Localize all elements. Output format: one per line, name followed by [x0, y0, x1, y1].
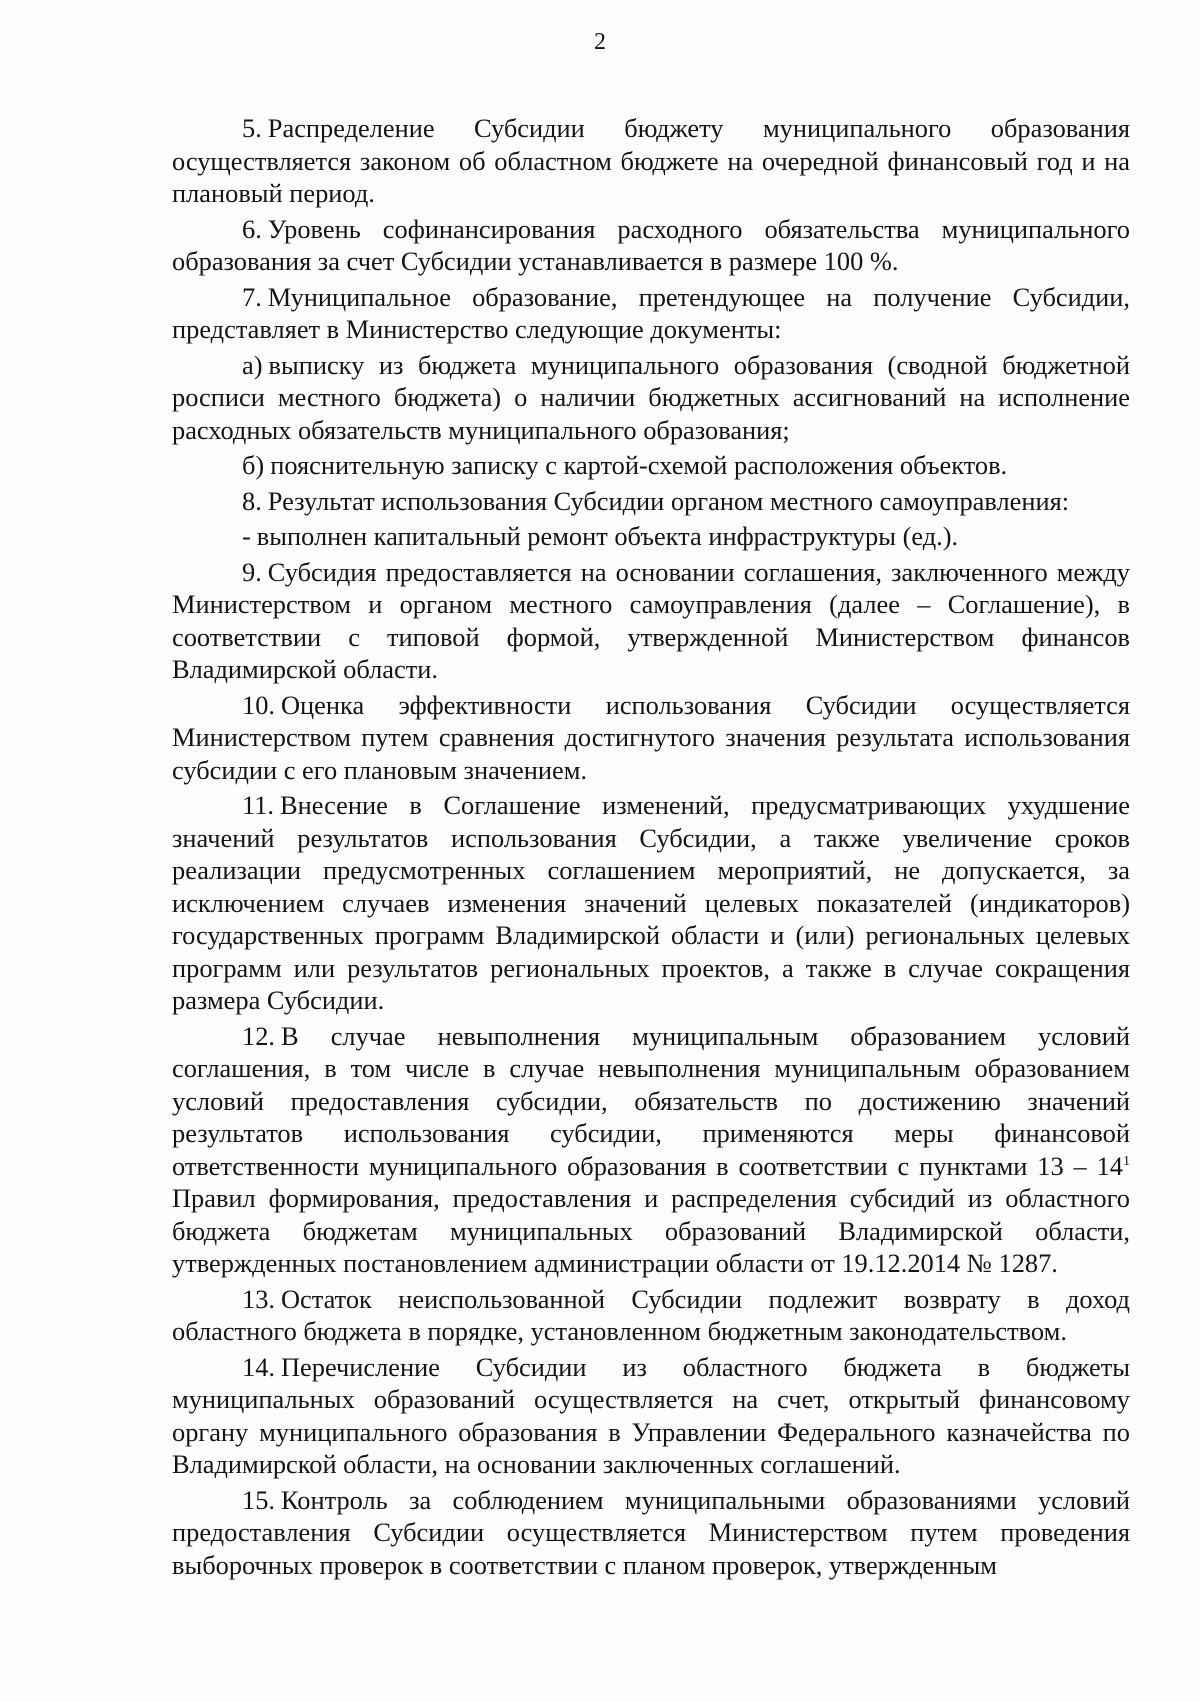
superscript: 1 — [1123, 1153, 1130, 1169]
paragraph-text: выписку из бюджета муниципального образования (сводной бюджетной росписи местного бюджета) о наличии бюджетных ассигнований на исполнение расходных обязательств муниципального образования; — [172, 349, 1130, 445]
paragraph-number: 8. — [242, 485, 262, 516]
paragraph-number: 15. — [242, 1484, 275, 1515]
paragraph-text: Распределение Субсидии бюджету муниципального образования осуществляется законом об областном бюджете на очередной финансовый год и на плановый период. — [172, 113, 1130, 208]
paragraph-11 — [172, 789, 1130, 1017]
paragraph-14 — [172, 1351, 1130, 1481]
subitem-letter: а) — [242, 349, 263, 380]
paragraph-text-continued: Правил формирования, предоставления и распределения субсидий из областного бюджета бюджетам муниципальных образований Владимирской области, утвержденных постановлением администрации области от 19.12.2014 № 1287. — [172, 1183, 1130, 1278]
paragraph-6 — [172, 213, 1130, 278]
paragraph-10 — [172, 689, 1130, 787]
paragraph-text: Оценка эффективности использования Субсидии осуществляется Министерством путем сравнения достигнутого значения результата использования субсидии с его плановым значением. — [172, 689, 1130, 785]
paragraph-text: Результат использования Субсидии органом местного самоуправления: — [267, 485, 1070, 516]
paragraph-15 — [172, 1484, 1130, 1582]
paragraph-text: пояснительную записку с картой-схемой расположения объектов. — [270, 450, 1008, 480]
paragraph-9 — [172, 556, 1130, 686]
paragraph-7 — [172, 281, 1130, 346]
paragraph-text: Перечисление Субсидии из областного бюджета в бюджеты муниципальных образований осуществляется на счет, открытый финансовому органу муниципального образования в Управлении Федерального казначейства по Владимирской области, на основании заключенных соглашений. — [172, 1351, 1130, 1479]
paragraph-number: 5. — [242, 113, 262, 143]
subitem-letter: б) — [242, 450, 265, 480]
paragraph-8 — [172, 485, 1130, 518]
paragraph-text: Внесение в Соглашение изменений, предусматривающих ухудшение значений результатов использования Субсидии, а также увеличение сроков реализации предусмотренных соглашением мероприятий, не допускается, за исключением случаев изменения значений целевых показателей (индикаторов) государственных программ Владимирской области и (или) региональных целевых программ или результатов региональных проектов, а также в случае сокращения размера Субсидии. — [172, 790, 1130, 1015]
paragraph-13 — [172, 1283, 1130, 1348]
paragraph-7b — [172, 449, 1130, 482]
paragraph-text: выполнен капитальный ремонт объекта инфраструктуры (ед.). — [256, 521, 959, 551]
paragraph-number: 12. — [242, 1020, 275, 1051]
paragraph-text: Субсидия предоставляется на основании соглашения, заключенного между Министерством и органом местного самоуправления (далее – Соглашение), в соответствии с типовой формой, утвержденной Министерством финансов Владимирской области. — [172, 556, 1130, 684]
page-number: 2 — [594, 29, 606, 55]
paragraph-text: В случае невыполнения муниципальным образованием условий соглашения, в том числе в случае невыполнения муниципальным образованием условий предоставления субсидии, обязательств по достижению значений результатов использования субсидии, применяются меры финансовой ответственности муниципального образования в соответствии с пунктами 13 – 14 — [172, 1020, 1130, 1181]
paragraph-5 — [172, 112, 1130, 210]
paragraph-text: Остаток неиспользованной Субсидии подлежит возврату в доход областного бюджета в порядке, установленном бюджетным законодательством. — [172, 1283, 1130, 1346]
paragraph-number: 11. — [242, 790, 275, 820]
paragraph-8-item — [172, 520, 1130, 553]
paragraph-number: 6. — [242, 213, 262, 244]
paragraph-text: Контроль за соблюдением муниципальными образованиями условий предоставления Субсидии осуществляется Министерством путем проведения выборочных проверок в соответствии с планом проверок, утвержденным — [172, 1484, 1130, 1580]
paragraph-number: 9. — [242, 556, 262, 587]
paragraph-text: Муниципальное образование, претендующее на получение Субсидии, представляет в Министерство следующие документы: — [172, 281, 1130, 344]
paragraph-text: Уровень софинансирования расходного обязательства муниципального образования за счет Субсидии устанавливается в размере 100 %. — [172, 213, 1130, 276]
paragraph-number: 7. — [242, 281, 262, 312]
paragraph-number: 10. — [242, 689, 275, 720]
paragraph-number: 14. — [242, 1351, 275, 1382]
paragraph-number: 13. — [242, 1283, 275, 1314]
document-body — [172, 112, 1130, 1584]
paragraph-7a — [172, 349, 1130, 447]
paragraph-12 — [172, 1020, 1130, 1280]
list-dash: - — [242, 521, 251, 551]
